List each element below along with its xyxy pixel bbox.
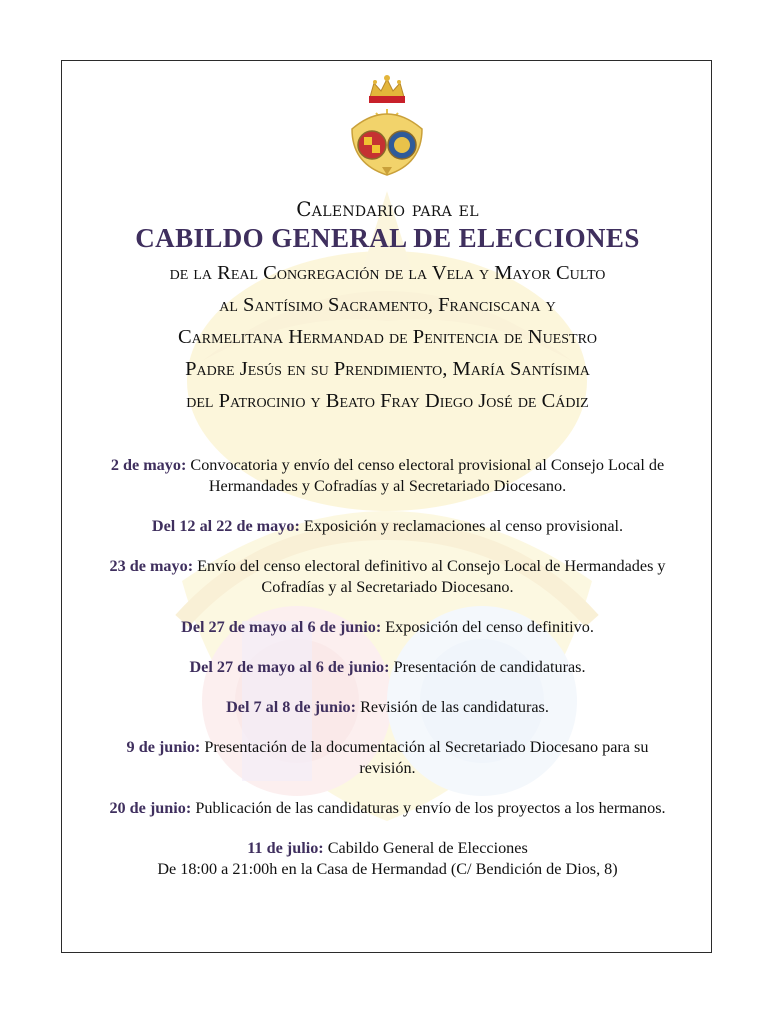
brotherhood-name-line: Padre Jesús en su Prendimiento, María Santísima bbox=[185, 358, 590, 380]
final-event bbox=[102, 838, 673, 880]
event-text: Publicación de las candidaturas y envío de los proyectos a los hermanos. bbox=[191, 799, 666, 817]
event-date: Del 7 al 8 de junio: bbox=[226, 698, 357, 716]
event-item bbox=[102, 617, 673, 638]
brotherhood-crest-icon bbox=[342, 69, 432, 181]
event-date: 11 de julio: bbox=[247, 839, 324, 857]
event-date: Del 27 de mayo al 6 de junio: bbox=[181, 618, 382, 636]
event-text: Cabildo General de Elecciones bbox=[323, 839, 528, 857]
event-text: Exposición del censo definitivo. bbox=[381, 618, 594, 636]
event-list bbox=[102, 455, 673, 880]
event-text: Revisión de las candidaturas. bbox=[356, 698, 549, 716]
event-item bbox=[102, 556, 673, 598]
event-date: 2 de mayo: bbox=[110, 456, 187, 474]
event-text: Presentación de la documentación al Secretariado Diocesano para su revisión. bbox=[200, 738, 649, 777]
event-item bbox=[102, 798, 673, 819]
brotherhood-name-line: de la Real Congregación de la Vela y Mayor Culto bbox=[169, 262, 606, 284]
event-text: Convocatoria y envío del censo electoral provisional al Consejo Local de Hermandades y Cofradías y al Secretariado Diocesano. bbox=[186, 456, 665, 495]
page-title: CABILDO GENERAL DE ELECCIONES bbox=[135, 223, 640, 253]
event-date: 20 de junio: bbox=[109, 799, 192, 817]
event-item bbox=[102, 516, 673, 537]
event-item bbox=[102, 455, 673, 497]
event-location: De 18:00 a 21:00h en la Casa de Hermandad (C/ Bendición de Dios, 8) bbox=[157, 860, 618, 878]
event-item bbox=[102, 657, 673, 678]
brotherhood-name-line: Carmelitana Hermandad de Penitencia de Nuestro bbox=[177, 326, 598, 348]
event-item bbox=[102, 737, 673, 779]
event-date: Del 12 al 22 de mayo: bbox=[151, 517, 300, 535]
event-date: 23 de mayo: bbox=[109, 557, 194, 575]
event-item bbox=[102, 697, 673, 718]
event-date: Del 27 de mayo al 6 de junio: bbox=[189, 658, 390, 676]
brotherhood-name bbox=[62, 257, 712, 417]
event-text: Presentación de candidaturas. bbox=[389, 658, 586, 676]
brotherhood-name-line: del Patrocinio y Beato Fray Diego José de Cádiz bbox=[186, 390, 589, 412]
calendar-subtitle: Calendario para el bbox=[296, 197, 479, 221]
event-text: Envío del censo electoral definitivo al Consejo Local de Hermandades y Cofradías y al Secretariado Diocesano. bbox=[193, 557, 666, 596]
event-text: Exposición y reclamaciones al censo provisional. bbox=[299, 517, 624, 535]
brotherhood-name-line: al Santísimo Sacramento, Franciscana y bbox=[219, 294, 556, 316]
event-date: 9 de junio: bbox=[126, 738, 201, 756]
document-frame bbox=[61, 60, 712, 953]
